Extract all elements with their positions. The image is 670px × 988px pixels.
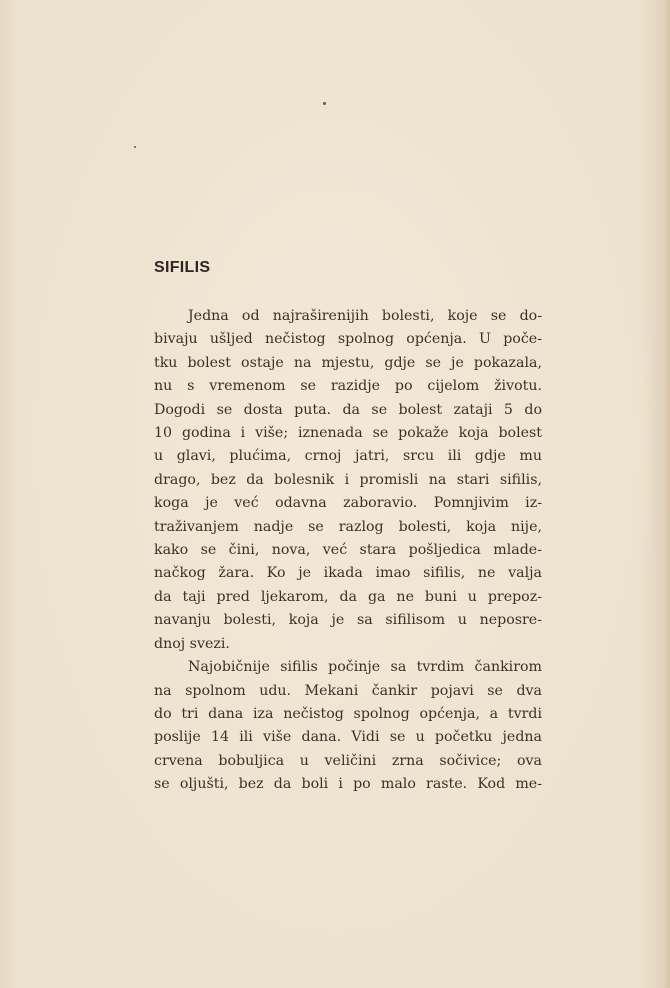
text-line: bivaju ušljed nečistog spolnog općenja. U poče- bbox=[154, 331, 542, 348]
body-text bbox=[154, 305, 542, 797]
text-line: koga je već odavna zaboravio. Pomnjivim iz- bbox=[154, 495, 542, 512]
paragraph-1 bbox=[154, 305, 542, 656]
text-line: na spolnom udu. Mekani čankir pojavi se dva bbox=[154, 682, 542, 699]
text-line: drago, bez da bolesnik i promisli na stari sifilis, bbox=[154, 471, 542, 488]
text-line: Najobičnije sifilis počinje sa tvrdim čankirom bbox=[188, 659, 542, 676]
text-line: poslije 14 ili više dana. Vidi se u početku jedna bbox=[154, 729, 542, 746]
text-line: tku bolest ostaje na mjestu, gdje se je pokazala, bbox=[154, 354, 542, 371]
text-line: dnoj svezi. bbox=[154, 635, 230, 652]
text-line: se oljušti, bez da boli i po malo raste. Kod me- bbox=[154, 776, 542, 793]
text-line: navanju bolesti, koja je sa sifilisom u neposre- bbox=[154, 612, 542, 629]
text-line: u glavi, plućima, crnoj jatri, srcu ili gdje mu bbox=[154, 448, 542, 465]
page-edge-shadow bbox=[664, 0, 670, 988]
text-line: Jedna od najraširenijih bolesti, koje se do- bbox=[188, 308, 542, 324]
paragraph-2 bbox=[154, 656, 542, 796]
text-line: kako se čini, nova, već stara pošljedica mlade- bbox=[154, 542, 542, 559]
text-line: 10 godina i više; iznenada se pokaže koja bolest bbox=[154, 425, 542, 442]
text-line: crvena bobuljica u veličini zrna sočivice; ova bbox=[154, 752, 542, 769]
paper-speck bbox=[323, 102, 326, 105]
text-line: do tri dana iza nečistog spolnog općenja, a tvrdi bbox=[154, 705, 542, 722]
text-line: nu s vremenom se razidje po cijelom životu. bbox=[154, 378, 542, 395]
paper-speck bbox=[134, 146, 136, 148]
text-line: načkog žara. Ko je ikada imao sifilis, ne valja bbox=[154, 565, 542, 582]
text-line: Dogodi se dosta puta. da se bolest zataji 5 do bbox=[154, 401, 542, 418]
text-line: da taji pred ljekarom, da ga ne buni u prepoz- bbox=[154, 588, 542, 605]
chapter-title: SIFILIS bbox=[154, 259, 211, 276]
text-line: traživanjem nadje se razlog bolesti, koja nije, bbox=[154, 518, 542, 535]
